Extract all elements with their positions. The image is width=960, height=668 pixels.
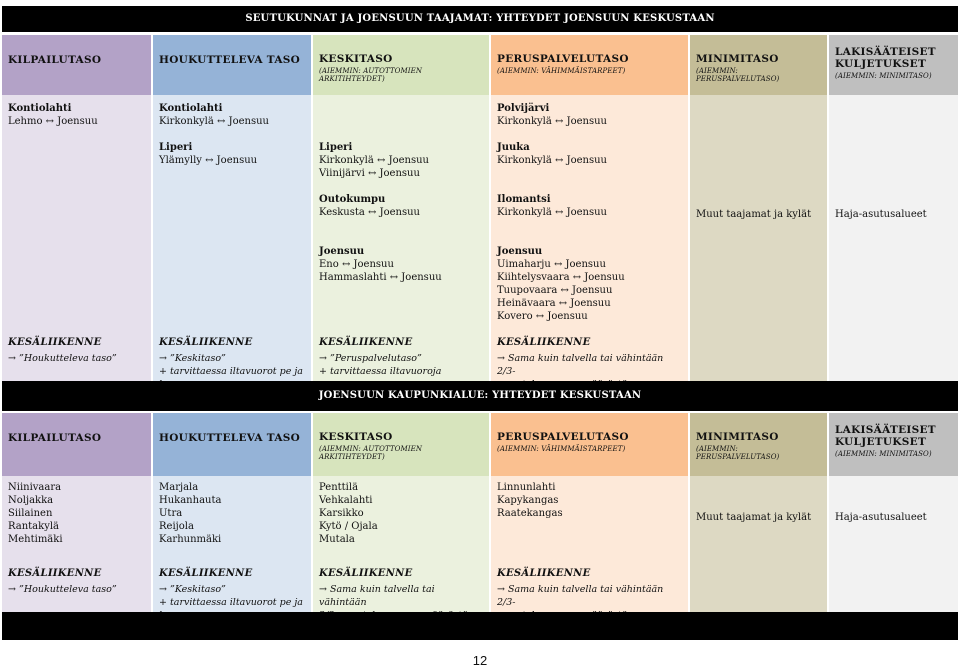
list-item: Mehtimäki: [8, 534, 63, 545]
city-col-houkutteleva: [153, 476, 313, 564]
city-summer-peruspalvelutaso: KESÄLIIKENNE → Sama kuin talvella tai vähintään 2/3-: [491, 564, 690, 612]
list-item: Linnunlahti: [497, 482, 556, 493]
list-item: Raatekangas: [497, 508, 563, 519]
header-lakisaateiset: LAKISÄÄTEISET KULJETUKSET (AIEMMIN: MINIMITASO): [829, 413, 958, 476]
regional-summer-houkutteleva: KESÄLIIKENNE → ”Keskitaso” + tarvittaessa iltavuorot pe ja: [153, 333, 313, 381]
route-group: Kontiolahti Lehmo ↔ Joensuu: [8, 103, 98, 127]
city-summer-kilpailutaso: KESÄLIIKENNE → ”Houkutteleva taso”: [2, 564, 153, 612]
city-col-lakisaateiset: Haja-asutusalueet: [829, 476, 958, 564]
regional-col-minimitaso: Muut taajamat ja kylät: [690, 95, 829, 333]
list-item: Hukanhauta: [159, 495, 222, 506]
service-level-table: [2, 2, 958, 638]
route-group: Joensuu Uimaharju ↔ Joensuu Kiihtelysvaara ↔ Joensuu Tuupovaara ↔ Joensuu Heinävaara ↔ Joensuu Kovero ↔ Joensuu: [497, 246, 625, 322]
header-minimitaso: MINIMITASO (AIEMMIN: PERUSPALVELUTASO): [690, 35, 829, 95]
route-group: Outokumpu Keskusta ↔ Joensuu: [319, 194, 421, 218]
city-summer-lakisaateiset: [829, 564, 958, 612]
list-item: Kytö / Ojala: [319, 521, 378, 532]
list-item: Noljakka: [8, 495, 54, 506]
header-peruspalvelutaso: PERUSPALVELUTASO (AIEMMIN: VÄHIMMÄISTARPEET): [491, 35, 690, 95]
table-bottom-frame: [2, 612, 958, 640]
list-item: Kapykangas: [497, 495, 559, 506]
city-col-minimitaso: Muut taajamat ja kylät: [690, 476, 829, 564]
regional-summer-peruspalvelutaso: KESÄLIIKENNE → Sama kuin talvella tai vähintään 2/3-: [491, 333, 690, 381]
header-peruspalvelutaso: PERUSPALVELUTASO (AIEMMIN: VÄHIMMÄISTARPEET): [491, 413, 690, 476]
route-group: Polvijärvi Kirkonkylä ↔ Joensuu: [497, 103, 607, 127]
city-col-peruspalvelutaso: [491, 476, 690, 564]
header-kilpailutaso: KILPAILUTASO: [2, 35, 153, 95]
header-keskitaso: KESKITASO (AIEMMIN: AUTOTTOMIEN ARKITIHTEYDET): [313, 35, 491, 95]
header-lakisaateiset: LAKISÄÄTEISET KULJETUKSET (AIEMMIN: MINIMITASO): [829, 35, 958, 95]
route-group: Liperi Kirkonkylä ↔ Joensuu Viinijärvi ↔ Joensuu: [319, 142, 429, 179]
regional-col-kilpailutaso: [2, 95, 153, 333]
route-group: Ilomantsi Kirkonkylä ↔ Joensuu: [497, 194, 607, 218]
route-group: Liperi Ylämylly ↔ Joensuu: [159, 142, 258, 166]
regional-col-lakisaateiset: Haja-asutusalueet: [829, 95, 958, 333]
city-section-title: JOENSUUN KAUPUNKIALUE: YHTEYDET KESKUSTAAN: [2, 381, 958, 411]
list-item: Vehkalahti: [319, 495, 373, 506]
city-col-keskitaso: [313, 476, 491, 564]
route-group: Joensuu Eno ↔ Joensuu Hammaslahti ↔ Joensuu: [319, 246, 442, 283]
list-item: Siilainen: [8, 508, 53, 519]
city-summer-houkutteleva: KESÄLIIKENNE → ”Keskitaso” + tarvittaessa iltavuorot pe ja: [153, 564, 313, 612]
list-item: Marjala: [159, 482, 199, 493]
regional-summer-lakisaateiset: [829, 333, 958, 381]
regional-col-keskitaso: [313, 95, 491, 333]
header-houkutteleva: HOUKUTTELEVA TASO: [153, 413, 313, 476]
city-summer-minimitaso: [690, 564, 829, 612]
list-item: Penttilä: [319, 482, 359, 493]
list-item: Karhunmäki: [159, 534, 222, 545]
header-minimitaso: MINIMITASO (AIEMMIN: PERUSPALVELUTASO): [690, 413, 829, 476]
regional-section-title: SEUTUKUNNAT JA JOENSUUN TAAJAMAT: YHTEYDET JOENSUUN KESKUSTAAN: [2, 6, 958, 32]
header-houkutteleva: HOUKUTTELEVA TASO: [153, 35, 313, 95]
city-col-kilpailutaso: [2, 476, 153, 564]
regional-summer-minimitaso: [690, 333, 829, 381]
route-group: Juuka Kirkonkylä ↔ Joensuu: [497, 142, 607, 166]
list-item: Karsikko: [319, 508, 364, 519]
list-item: Reijola: [159, 521, 194, 532]
header-kilpailutaso: KILPAILUTASO: [2, 413, 153, 476]
regional-col-houkutteleva: [153, 95, 313, 333]
regional-summer-kilpailutaso: KESÄLIIKENNE → ”Houkutteleva taso”: [2, 333, 153, 381]
regional-summer-keskitaso: KESÄLIIKENNE → ”Peruspalvelutaso” + tarvittaessa iltavuoroja: [313, 333, 491, 381]
list-item: Niinivaara: [8, 482, 62, 493]
route-group: Kontiolahti Kirkonkylä ↔ Joensuu: [159, 103, 269, 127]
regional-col-peruspalvelutaso: [491, 95, 690, 333]
page-number: 12: [472, 653, 488, 668]
list-item: Mutala: [319, 534, 355, 545]
list-item: Utra: [159, 508, 183, 519]
header-keskitaso: KESKITASO (AIEMMIN: AUTOTTOMIEN ARKITIHTEYDET): [313, 413, 491, 476]
city-summer-keskitaso: KESÄLIIKENNE → Sama kuin talvella tai vähintään: [313, 564, 491, 612]
list-item: Rantakylä: [8, 521, 60, 532]
